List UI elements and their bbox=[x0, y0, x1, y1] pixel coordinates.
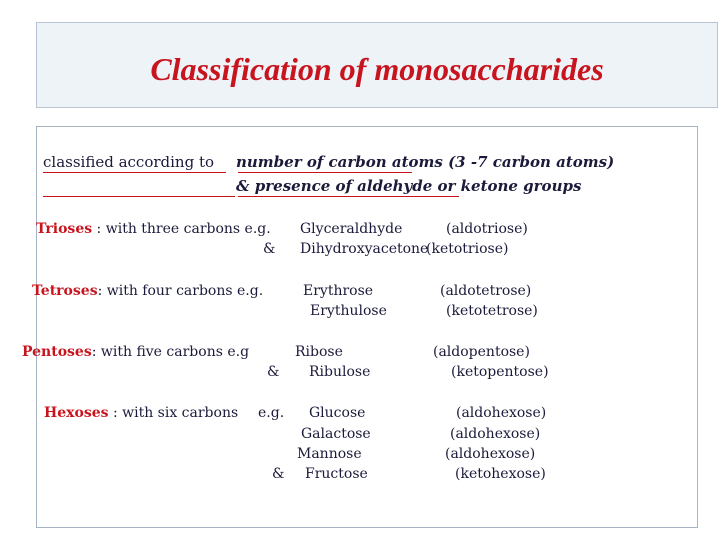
hexoses-eg: e.g. bbox=[258, 405, 285, 421]
tetroses-term: Tetroses bbox=[32, 283, 98, 299]
hexoses-example-2: Galactose bbox=[301, 426, 371, 442]
tetroses-example-2: Erythulose bbox=[310, 303, 387, 319]
intro-criterion-carbon: number of carbon atoms (3 -7 carbon atoms) bbox=[236, 153, 615, 171]
trioses-term: Trioses bbox=[36, 221, 93, 237]
hexoses-type-3: (aldohexose) bbox=[445, 446, 536, 462]
underline-presence bbox=[238, 196, 459, 197]
trioses-type-1: (aldotriose) bbox=[446, 221, 528, 237]
hexoses-example-4: Fructose bbox=[305, 466, 368, 482]
title-box bbox=[36, 22, 718, 108]
tetroses-type-2: (ketotetrose) bbox=[446, 303, 538, 319]
trioses-row bbox=[36, 220, 271, 238]
underline-lead bbox=[43, 172, 226, 173]
pentoses-type-1: (aldopentose) bbox=[433, 344, 530, 360]
underline-blank bbox=[43, 196, 235, 197]
pentoses-example-1: Ribose bbox=[295, 344, 343, 360]
pentoses-term: Pentoses bbox=[22, 344, 92, 360]
trioses-example-1: Glyceraldhyde bbox=[300, 221, 403, 237]
pentoses-type-2: (ketopentose) bbox=[451, 364, 549, 380]
tetroses-example-1: Erythrose bbox=[303, 283, 374, 299]
underline-criterion bbox=[238, 172, 412, 173]
intro-criterion-group: & presence of aldehyde or ketone groups bbox=[236, 177, 582, 195]
slide-title: Classification of monosaccharides bbox=[150, 51, 604, 87]
pentoses-example-2: Ribulose bbox=[309, 364, 371, 380]
trioses-type-2: (ketotriose) bbox=[426, 241, 509, 257]
hexoses-example-1: Glucose bbox=[309, 405, 366, 421]
tetroses-row bbox=[32, 282, 263, 300]
hexoses-row bbox=[44, 404, 238, 422]
trioses-description: : with three carbons e.g. bbox=[92, 221, 271, 237]
hexoses-type-1: (aldohexose) bbox=[456, 405, 547, 421]
pentoses-connector: & bbox=[267, 364, 280, 380]
hexoses-term: Hexoses bbox=[44, 405, 109, 421]
pentoses-row bbox=[22, 343, 249, 361]
hexoses-description: : with six carbons bbox=[108, 405, 239, 421]
intro-lead: classified according to bbox=[43, 153, 215, 171]
trioses-example-2: Dihydroxyacetone bbox=[300, 241, 429, 257]
tetroses-description: : with four carbons e.g. bbox=[97, 283, 264, 299]
tetroses-type-1: (aldotetrose) bbox=[440, 283, 532, 299]
hexoses-example-3: Mannose bbox=[297, 446, 362, 462]
pentoses-description: : with five carbons e.g bbox=[91, 344, 250, 360]
trioses-connector: & bbox=[263, 241, 276, 257]
hexoses-type-4: (ketohexose) bbox=[455, 466, 546, 482]
hexoses-connector: & bbox=[272, 466, 285, 482]
hexoses-type-2: (aldohexose) bbox=[450, 426, 541, 442]
